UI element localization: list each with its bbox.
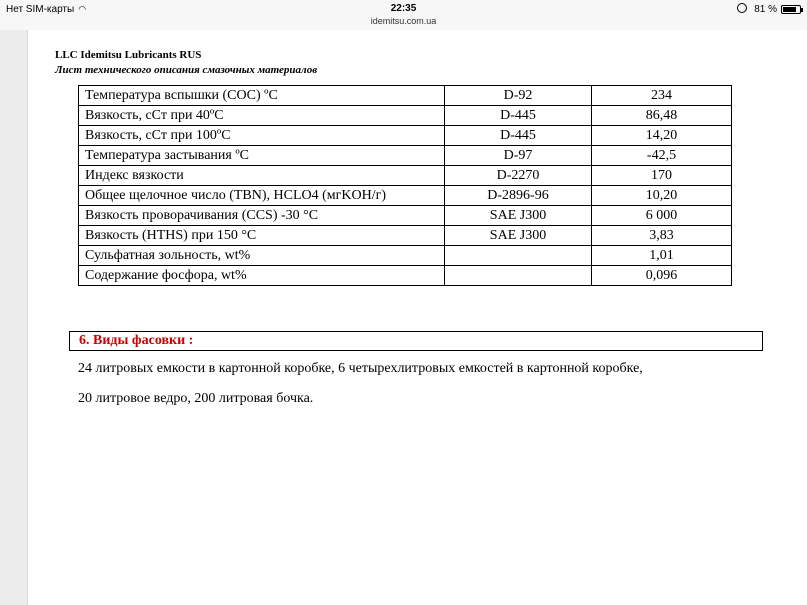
property-cell: Температура застывания ºC — [79, 146, 445, 166]
property-cell: Вязкость, cСт при 100ºC — [79, 126, 445, 146]
status-bar — [0, 0, 807, 30]
table-row — [79, 266, 732, 286]
section-heading-packaging: 6. Виды фасовки : — [69, 331, 763, 351]
method-cell: D-445 — [445, 126, 592, 146]
battery-status — [754, 4, 801, 15]
property-cell: Содержание фосфора, wt% — [79, 266, 445, 286]
value-cell: 6 000 — [592, 206, 732, 226]
table-row — [79, 226, 732, 246]
table-row — [79, 86, 732, 106]
method-cell: SAE J300 — [445, 206, 592, 226]
carrier-label: Нет SIM-карты ◠ — [6, 4, 87, 15]
battery-fill — [783, 7, 796, 12]
table-row — [79, 206, 732, 226]
value-cell: 86,48 — [592, 106, 732, 126]
spec-table-body — [79, 86, 732, 286]
method-cell — [445, 246, 592, 266]
method-cell: D-2896-96 — [445, 186, 592, 206]
table-row — [79, 166, 732, 186]
property-cell: Общее щелочное число (TBN), HCLO4 (мгKOH/г) — [79, 186, 445, 206]
document-title: Лист технического описания смазочных материалов — [55, 64, 318, 76]
method-cell: SAE J300 — [445, 226, 592, 246]
table-row — [79, 246, 732, 266]
battery-icon — [781, 5, 801, 14]
address-url[interactable]: idemitsu.com.ua — [370, 16, 437, 26]
value-cell: 1,01 — [592, 246, 732, 266]
document-page[interactable] — [27, 30, 807, 605]
table-row — [79, 106, 732, 126]
method-cell: D-2270 — [445, 166, 592, 186]
property-cell: Вязкость, cСт при 40ºC — [79, 106, 445, 126]
property-cell: Температура вспышки (COC) ºC — [79, 86, 445, 106]
property-cell: Сульфатная зольность, wt% — [79, 246, 445, 266]
property-cell: Вязкость (HTHS) при 150 °C — [79, 226, 445, 246]
value-cell: 3,83 — [592, 226, 732, 246]
table-row — [79, 186, 732, 206]
property-cell: Вязкость проворачивания (CCS) -30 °C — [79, 206, 445, 226]
table-row — [79, 126, 732, 146]
method-cell — [445, 266, 592, 286]
company-name: LLC Idemitsu Lubricants RUS — [55, 49, 202, 61]
method-cell: D-92 — [445, 86, 592, 106]
clock: 22:35 — [390, 3, 417, 14]
packaging-text-line-2: 20 литровое ведро, 200 литровая бочка. — [78, 391, 314, 406]
wifi-icon: ◠ — [78, 4, 87, 14]
value-cell: 170 — [592, 166, 732, 186]
property-cell: Индекс вязкости — [79, 166, 445, 186]
method-cell: D-97 — [445, 146, 592, 166]
packaging-text-line-1: 24 литровых емкости в картонной коробке, 6 четырехлитровых емкостей в картонной коробке, — [78, 361, 643, 376]
value-cell: 10,20 — [592, 186, 732, 206]
value-cell: 0,096 — [592, 266, 732, 286]
value-cell: 14,20 — [592, 126, 732, 146]
battery-percent: 81 % — [754, 4, 777, 15]
table-row — [79, 146, 732, 166]
value-cell: -42,5 — [592, 146, 732, 166]
rotation-lock-icon — [737, 3, 747, 13]
spec-table — [78, 85, 732, 286]
method-cell: D-445 — [445, 106, 592, 126]
value-cell: 234 — [592, 86, 732, 106]
